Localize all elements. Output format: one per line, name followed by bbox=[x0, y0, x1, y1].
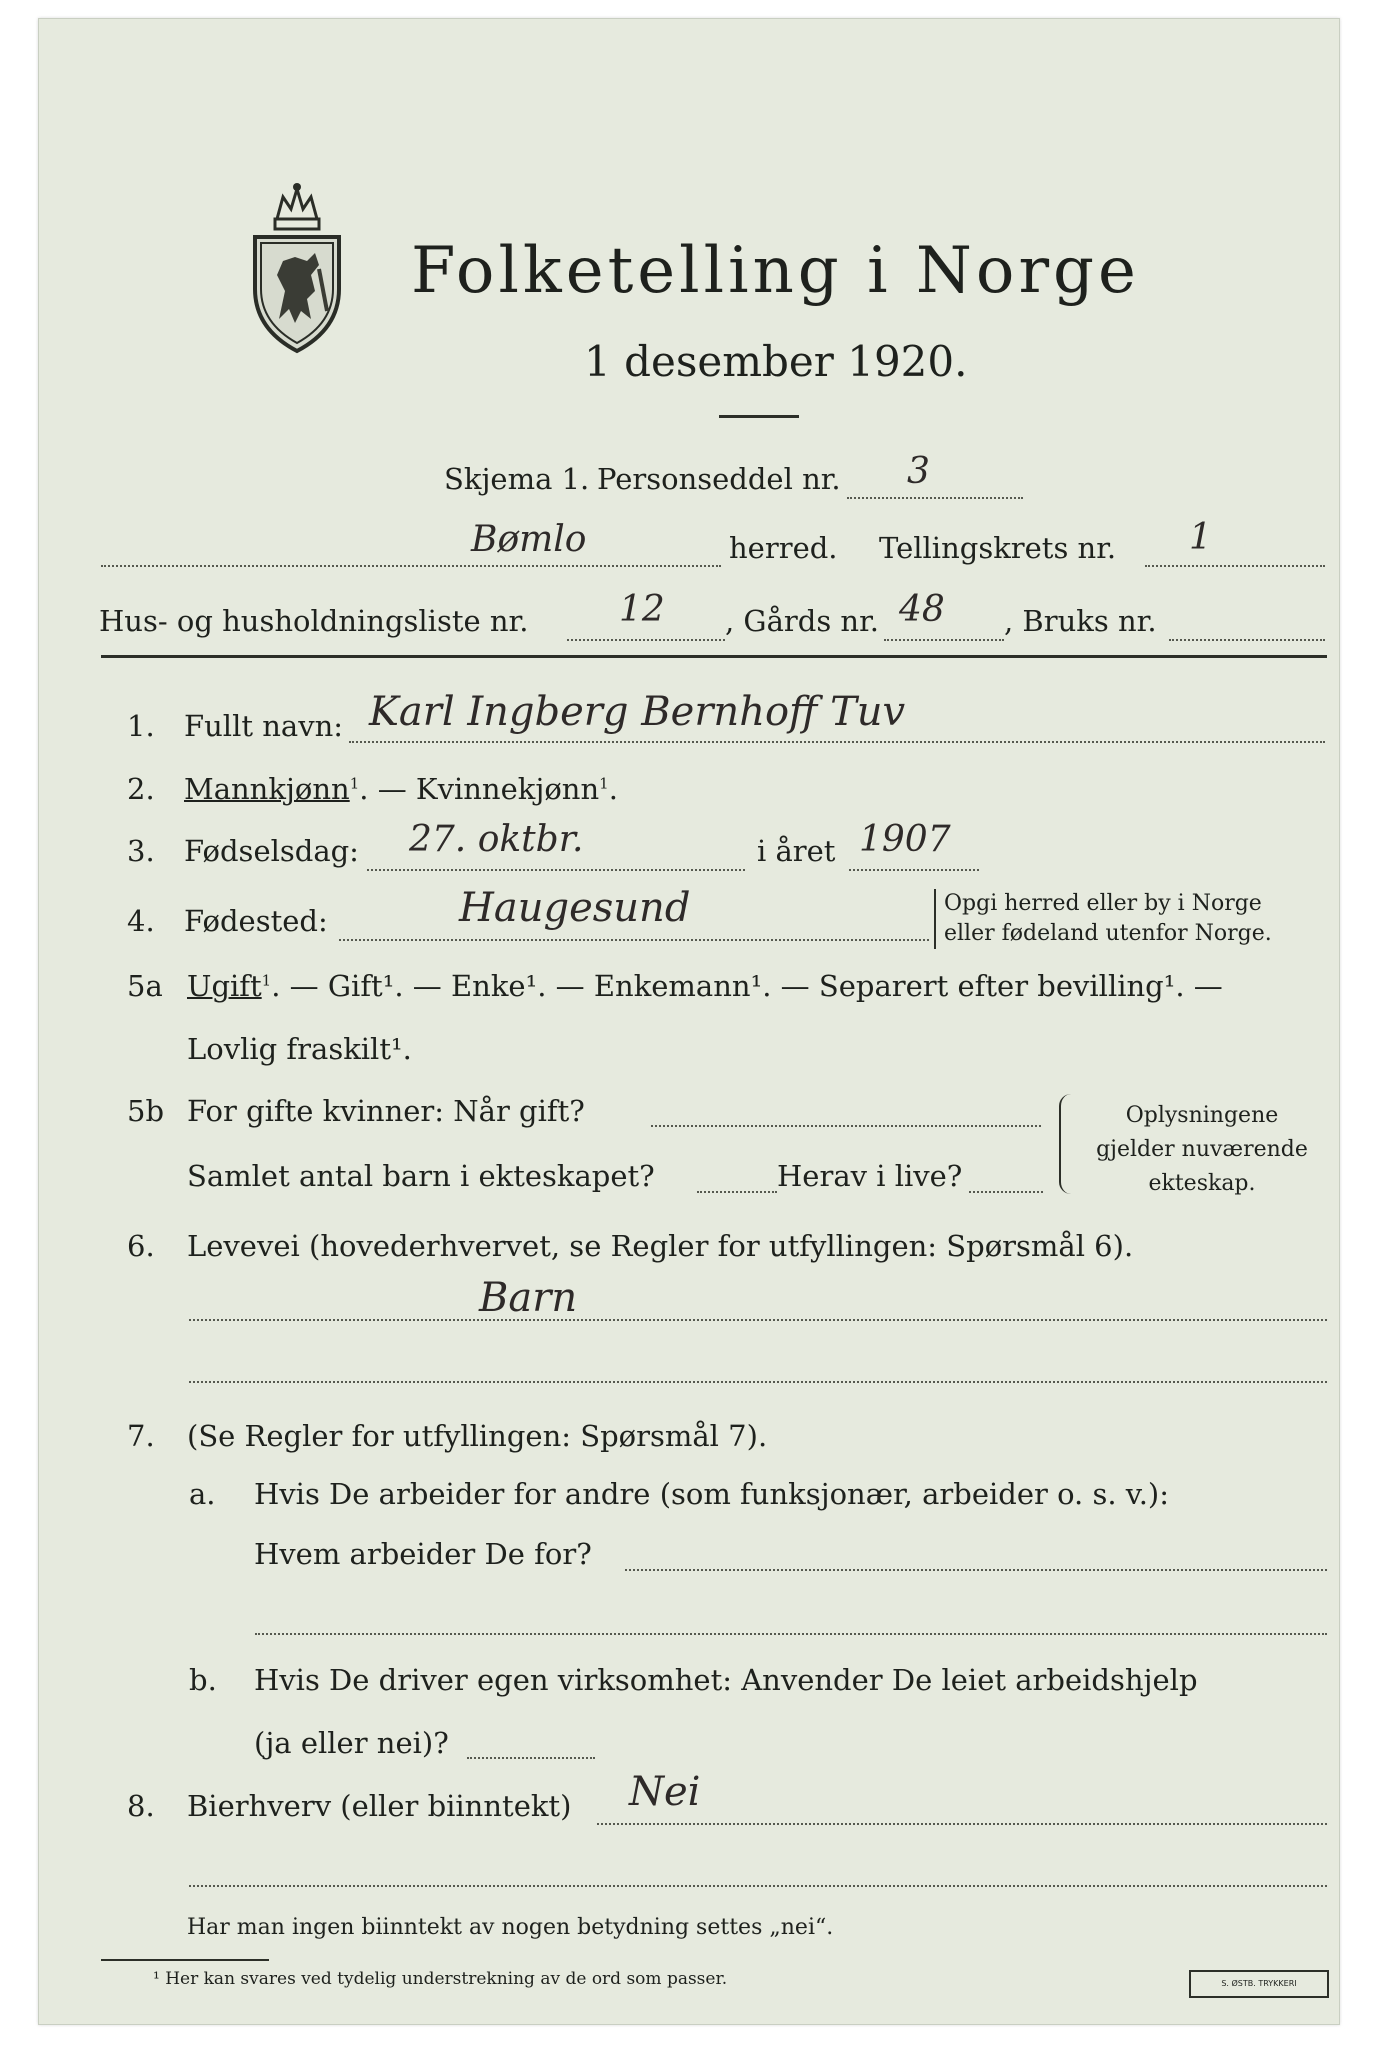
printer-stamp: S. ØSTB. TRYKKERI bbox=[1189, 1970, 1329, 1998]
note-brace bbox=[1059, 1094, 1073, 1194]
alive-label: Herav i live? bbox=[777, 1159, 963, 1193]
q7a-text: Hvis De arbeider for andre (som funksjonær, arbeider o. s. v.): bbox=[254, 1477, 1170, 1511]
norwegian-lion-coat-of-arms-icon bbox=[249, 179, 345, 354]
birthplace-value[interactable]: Haugesund bbox=[459, 885, 691, 931]
census-date: 1 desember 1920. bbox=[584, 337, 968, 386]
children-label: Samlet antal barn i ekteskapet? bbox=[187, 1159, 655, 1193]
personseddel-label: Personseddel nr. bbox=[597, 462, 841, 496]
census-form-sheet bbox=[38, 18, 1340, 2025]
q7-number: 7. bbox=[127, 1419, 155, 1453]
gards-label: , Gårds nr. bbox=[725, 604, 879, 638]
q7-label: (Se Regler for utfyllingen: Spørsmål 7). bbox=[187, 1419, 768, 1453]
birthday-value[interactable]: 27. oktbr. bbox=[409, 819, 584, 860]
q1-line bbox=[349, 741, 1325, 743]
lovlig-fraskilt-option[interactable]: Lovlig fraskilt¹. bbox=[187, 1032, 412, 1066]
children-line bbox=[697, 1191, 777, 1193]
herred-value[interactable]: Bømlo bbox=[471, 519, 587, 560]
kvinnekjonn-option[interactable]: Kvinnekjønn bbox=[415, 772, 600, 806]
occupation-line-1 bbox=[189, 1319, 1327, 1321]
q5b-number: 5b bbox=[127, 1094, 165, 1128]
herred-label: herred. bbox=[729, 531, 838, 565]
herred-line bbox=[101, 565, 721, 567]
tellingskrets-value[interactable]: 1 bbox=[1189, 517, 1212, 558]
footnote-rule bbox=[101, 1959, 269, 1961]
q8-number: 8. bbox=[127, 1789, 155, 1823]
tellingskrets-line bbox=[1145, 565, 1325, 567]
full-name-value[interactable]: Karl Ingberg Bernhoff Tuv bbox=[369, 689, 906, 735]
q7a-number: a. bbox=[189, 1477, 216, 1511]
employer-line-1 bbox=[625, 1569, 1327, 1571]
q7b-question: (ja eller nei)? bbox=[254, 1726, 449, 1760]
footer-note: Har man ingen biinntekt av nogen betydning settes „nei“. bbox=[187, 1915, 834, 1940]
q7b-text: Hvis De driver egen virksomhet: Anvender De leiet arbeidshjelp bbox=[254, 1663, 1198, 1697]
occupation-line-2 bbox=[189, 1381, 1327, 1383]
q7a-question: Hvem arbeider De for? bbox=[254, 1537, 592, 1571]
title-divider bbox=[719, 415, 799, 418]
birthplace-line bbox=[339, 939, 929, 941]
year-line bbox=[849, 869, 979, 871]
form-title: Folketelling i Norge bbox=[411, 234, 1140, 308]
gards-value[interactable]: 48 bbox=[899, 589, 945, 630]
occupation-value[interactable]: Barn bbox=[479, 1275, 578, 1321]
hus-value[interactable]: 12 bbox=[619, 589, 665, 630]
q8-label: Bierhverv (eller biinntekt) bbox=[187, 1789, 572, 1823]
bruks-line bbox=[1169, 639, 1325, 641]
hus-line bbox=[567, 639, 725, 641]
marital-status-options: Ugift$^1$. — Gift¹. — Enke¹. — Enkemann¹. — Separert efter bevilling¹. — bbox=[187, 969, 1223, 1003]
marriage-note: Oplysningene gjelder nuværende ekteskap. bbox=[1096, 1103, 1308, 1196]
header-rule bbox=[101, 655, 1327, 658]
bruks-label: , Bruks nr. bbox=[1004, 604, 1157, 638]
personseddel-value[interactable]: 3 bbox=[907, 451, 930, 492]
skjema-label: Skjema 1. bbox=[444, 462, 590, 496]
side-income-line bbox=[597, 1823, 1327, 1825]
married-when-line bbox=[651, 1125, 1041, 1127]
personseddel-line bbox=[847, 497, 1023, 499]
q1-label: Fullt navn: bbox=[184, 709, 344, 743]
year-label: i året bbox=[757, 834, 836, 868]
alive-line bbox=[969, 1191, 1043, 1193]
hired-help-line bbox=[467, 1757, 595, 1759]
hus-label: Hus- og husholdningsliste nr. bbox=[99, 604, 529, 638]
employer-line-2 bbox=[255, 1633, 1327, 1635]
side-income-line-2 bbox=[189, 1885, 1327, 1887]
q2-options: Mannkjønn$^1$. — Kvinnekjønn$^1$. bbox=[184, 772, 618, 806]
q3-label: Fødselsdag: bbox=[184, 834, 359, 868]
mannkjonn-option[interactable]: Mannkjønn bbox=[184, 772, 350, 806]
q4-number: 4. bbox=[127, 904, 155, 938]
q3-number: 3. bbox=[127, 834, 155, 868]
q2-number: 2. bbox=[127, 772, 155, 806]
birthday-line bbox=[367, 869, 745, 871]
q6-label: Levevei (hovederhvervet, se Regler for utfyllingen: Spørsmål 6). bbox=[187, 1229, 1134, 1263]
q5a-number: 5a bbox=[127, 969, 163, 1003]
gards-line bbox=[884, 639, 1004, 641]
q7b-number: b. bbox=[189, 1663, 217, 1697]
q1-number: 1. bbox=[127, 709, 155, 743]
ugift-option[interactable]: Ugift bbox=[187, 969, 262, 1003]
birth-year-value[interactable]: 1907 bbox=[859, 819, 951, 860]
side-income-value[interactable]: Nei bbox=[629, 1769, 701, 1815]
q6-number: 6. bbox=[127, 1229, 155, 1263]
tellingskrets-label: Tellingskrets nr. bbox=[879, 531, 1117, 565]
q4-label: Fødested: bbox=[184, 904, 328, 938]
q5b-label: For gifte kvinner: Når gift? bbox=[187, 1094, 585, 1128]
footnote: ¹ Her kan svares ved tydelig understrekning av de ord som passer. bbox=[153, 1969, 728, 1989]
birthplace-note: Opgi herred eller by i Norge eller fødeland utenfor Norge. bbox=[934, 889, 1272, 949]
